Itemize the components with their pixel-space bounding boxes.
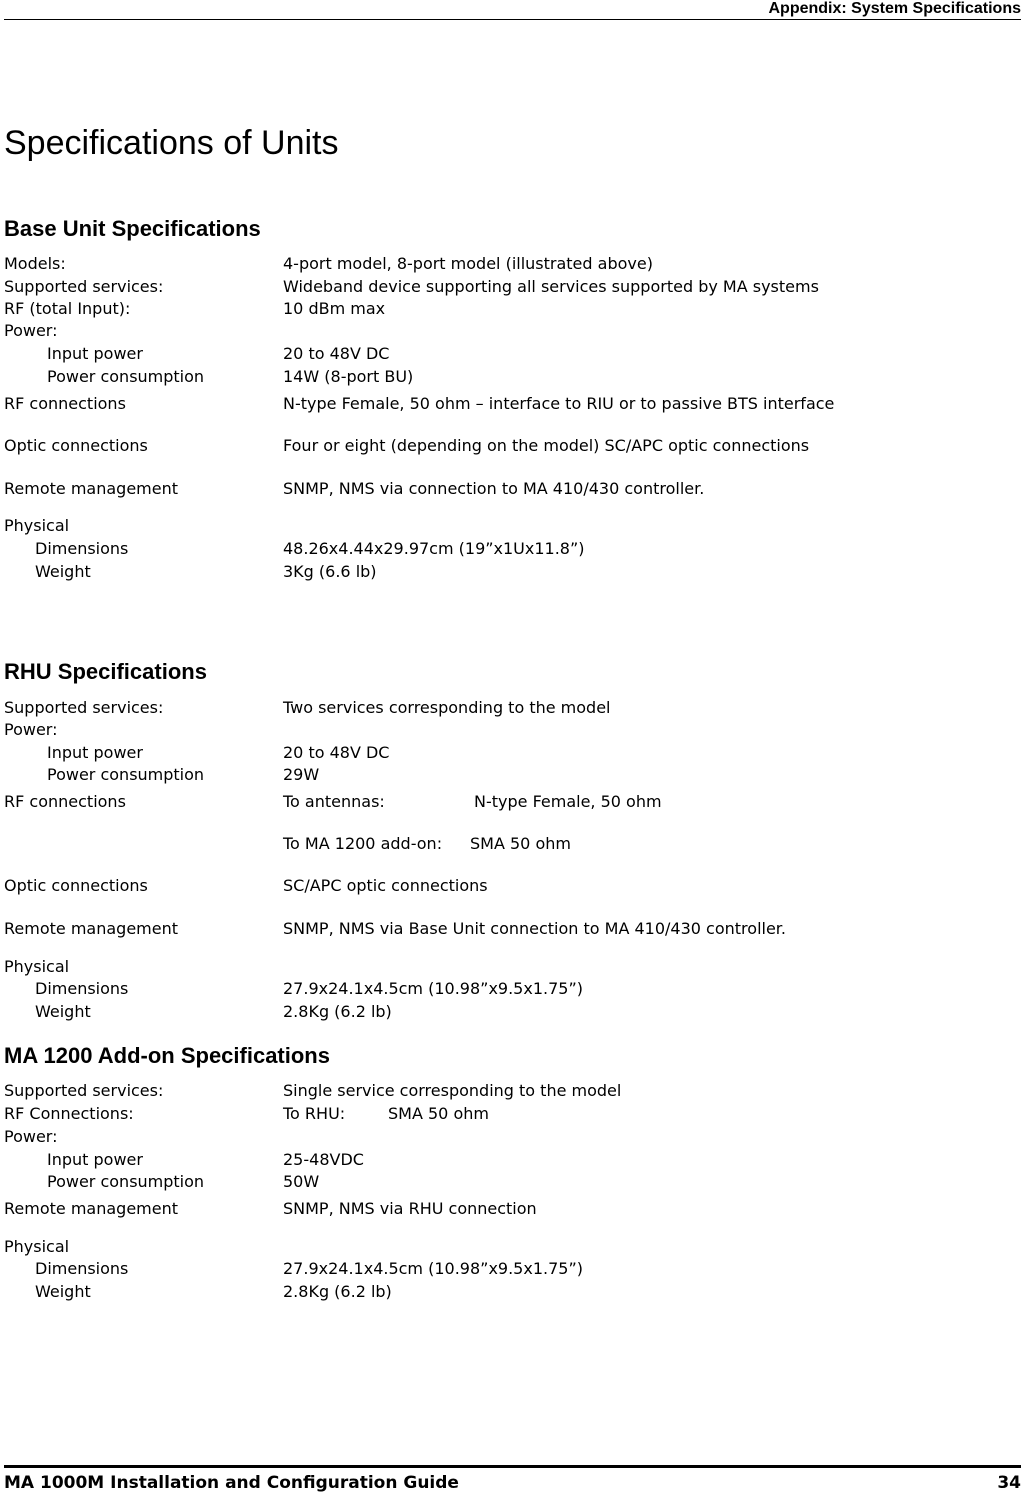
base-unit-heading: Base Unit Specifications [4,216,261,241]
base-optic-label: Optic connections [4,436,148,455]
addon-input-power-label: Input power [47,1150,143,1169]
rhu-power-consumption-value: 29W [283,765,320,784]
rhu-input-power-label: Input power [47,743,143,762]
page-footer [4,1465,1021,1493]
rhu-services-value: Two services corresponding to the model [283,698,611,717]
base-input-power-label: Input power [47,344,143,363]
base-power-consumption-label: Power consumption [47,367,205,386]
rhu-remote-label: Remote management [4,919,178,938]
base-models-value: 4-port model, 8-port model (illustrated above) [283,254,653,273]
page-title: Specifications of Units [4,124,339,162]
base-dimensions-value: 48.26x4.44x29.97cm (19”x1Ux11.8”) [283,539,585,558]
rhu-rf-addon-label: To MA 1200 add-on: [283,834,443,853]
base-rf-input-label: RF (total Input): [4,299,131,318]
base-services-label: Supported services: [4,277,164,296]
addon-rf-label: RF Connections: [4,1104,134,1123]
addon-power-label: Power: [4,1127,58,1146]
base-weight-label: Weight [35,562,91,581]
addon-services-label: Supported services: [4,1081,164,1100]
rhu-optic-label: Optic connections [4,876,148,895]
base-input-power-value: 20 to 48V DC [283,344,390,363]
rhu-optic-value: SC/APC optic connections [283,876,488,895]
rhu-weight-value: 2.8Kg (6.2 lb) [283,1002,392,1021]
base-dimensions-label: Dimensions [35,539,129,558]
base-optic-value: Four or eight (depending on the model) SC/APC optic connections [283,436,810,455]
rhu-rf-antennas-label: To antennas: [283,792,385,811]
rhu-power-label: Power: [4,720,58,739]
base-rf-connections-value: N-type Female, 50 ohm – interface to RIU or to passive BTS interface [283,394,835,413]
base-power-label: Power: [4,321,58,340]
rhu-input-power-value: 20 to 48V DC [283,743,390,762]
base-power-consumption-value: 14W (8-port BU) [283,367,414,386]
addon-rf-rhu-value: SMA 50 ohm [388,1104,489,1123]
rhu-rf-connections-label: RF connections [4,792,126,811]
page-number: 34 [997,1473,1021,1493]
addon-remote-label: Remote management [4,1199,178,1218]
rhu-rf-antennas-value: N-type Female, 50 ohm [474,792,662,811]
addon-physical-label: Physical [4,1237,70,1256]
addon-services-value: Single service corresponding to the model [283,1081,622,1100]
rhu-dimensions-value: 27.9x24.1x4.5cm (10.98”x9.5x1.75”) [283,979,583,998]
base-rf-connections-label: RF connections [4,394,126,413]
addon-weight-label: Weight [35,1282,91,1301]
addon-weight-value: 2.8Kg (6.2 lb) [283,1282,392,1301]
base-services-value: Wideband device supporting all services supported by MA systems [283,277,819,296]
base-remote-label: Remote management [4,479,178,498]
rhu-dimensions-label: Dimensions [35,979,129,998]
header-text: Appendix: System Specifications [768,0,1021,17]
page-header [4,0,1021,20]
base-models-label: Models: [4,254,66,273]
addon-power-consumption-label: Power consumption [47,1172,205,1191]
rhu-heading: RHU Specifications [4,659,207,684]
rhu-power-consumption-label: Power consumption [47,765,205,784]
addon-remote-value: SNMP, NMS via RHU connection [283,1199,537,1218]
rhu-weight-label: Weight [35,1002,91,1021]
base-weight-value: 3Kg (6.6 lb) [283,562,377,581]
rhu-physical-label: Physical [4,957,70,976]
addon-power-consumption-value: 50W [283,1172,320,1191]
rhu-rf-addon-value: SMA 50 ohm [470,834,571,853]
rhu-services-label: Supported services: [4,698,164,717]
addon-input-power-value: 25-48VDC [283,1150,364,1169]
base-rf-input-value: 10 dBm max [283,299,386,318]
rhu-remote-value: SNMP, NMS via Base Unit connection to MA 410/430 controller. [283,919,786,938]
addon-rf-rhu-label: To RHU: [283,1104,346,1123]
base-physical-label: Physical [4,516,70,535]
addon-dimensions-value: 27.9x24.1x4.5cm (10.98”x9.5x1.75”) [283,1259,583,1278]
footer-guide-title: MA 1000M Installation and Configuration Guide [4,1473,459,1493]
base-remote-value: SNMP, NMS via connection to MA 410/430 controller. [283,479,705,498]
addon-dimensions-label: Dimensions [35,1259,129,1278]
addon-heading: MA 1200 Add-on Specifications [4,1043,330,1068]
